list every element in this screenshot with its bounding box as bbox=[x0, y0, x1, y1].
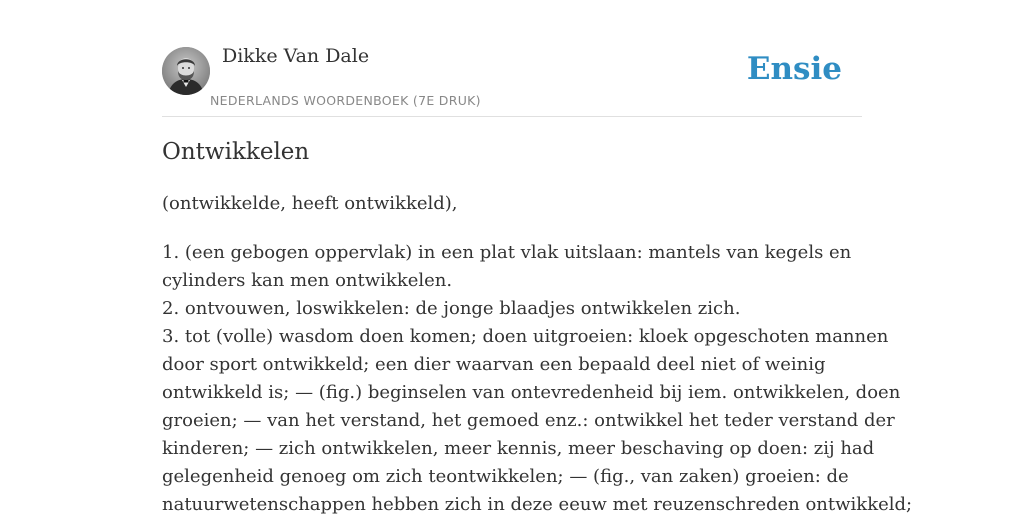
definition-line: kinderen; — zich ontwikkelen, meer kennis, meer beschaving op doen: zij had bbox=[162, 438, 875, 459]
entry-definitions bbox=[162, 239, 913, 519]
source-label[interactable]: NEDERLANDS WOORDENBOEK (7E DRUK) bbox=[210, 93, 481, 108]
author-name[interactable]: Dikke Van Dale bbox=[222, 45, 370, 67]
entry-header bbox=[162, 0, 862, 117]
definition-line: 2. ontvouwen, loswikkelen: de jonge blaadjes ontwikkelen zich. bbox=[162, 298, 741, 319]
portrait-image bbox=[162, 47, 210, 95]
definition-line: ontwikkeld is; — (fig.) beginselen van ontevredenheid bij iem. ontwikkelen, doen bbox=[162, 382, 901, 403]
definition-line: door sport ontwikkeld; een dier waarvan een bepaald deel niet of weinig bbox=[162, 354, 826, 375]
definition-line: gelegenheid genoeg om zich teontwikkelen; — (fig., van zaken) groeien: de bbox=[162, 466, 849, 487]
definition-line: groeien; — van het verstand, het gemoed enz.: ontwikkel het teder verstand der bbox=[162, 410, 895, 431]
entry-title: Ontwikkelen bbox=[162, 139, 310, 165]
dictionary-page bbox=[162, 0, 913, 515]
ensie-logo[interactable]: Ensie bbox=[746, 51, 842, 87]
definition-line: cylinders kan men ontwikkelen. bbox=[162, 270, 453, 291]
author-avatar[interactable] bbox=[162, 47, 210, 95]
definition-line: 3. tot (volle) wasdom doen komen; doen uitgroeien: kloek opgeschoten mannen bbox=[162, 326, 889, 347]
definition-line: natuurwetenschappen hebben zich in deze eeuw met reuzenschreden ontwikkeld; bbox=[162, 494, 913, 515]
definition-line: 1. (een gebogen oppervlak) in een plat vlak uitslaan: mantels van kegels en bbox=[162, 242, 852, 263]
entry-forms: (ontwikkelde, heeft ontwikkeld), bbox=[162, 193, 458, 214]
